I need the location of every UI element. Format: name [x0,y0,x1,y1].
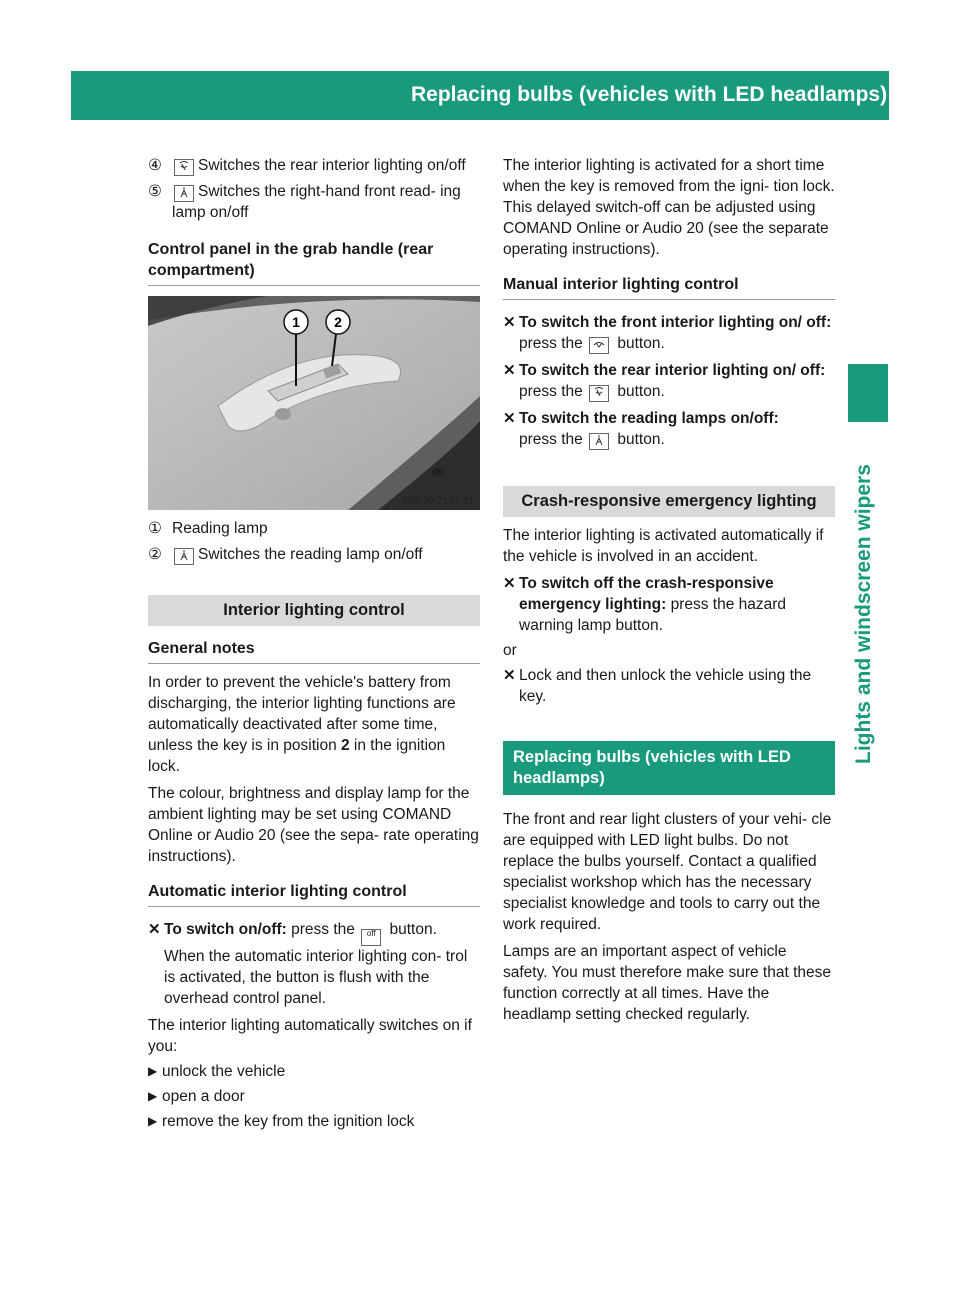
instruction-step: ✕ To switch the reading lamps on/off: press the button. [503,410,779,448]
item-text: Switches the rear interior lighting on/off [198,157,466,174]
figure-code: P68.00-7141-31 [402,496,474,507]
list-item [148,155,480,176]
auto-lighting-key-icon: off [361,929,381,946]
reading-lamp-icon [589,433,609,450]
item-number: ② [148,546,162,563]
paragraph: The interior lighting automatically switches on if you: [148,1017,472,1055]
bullet-icon: ▶ [148,1089,158,1103]
paragraph: Lamps are an important aspect of vehicle safety. You must therefore make sure that these function correctly at all times. Have the headlamp setting checked regularly. [503,943,831,1023]
paragraph: In order to prevent the vehicle's battery from discharging, the interior lighting functions are automatically deactivated after some time, unless the key is in position 2 in the ignition lock. [148,674,456,775]
item-text: Reading lamp [172,520,268,537]
instruction-step: ✕ Lock and then unlock the vehicle using the key. [503,667,812,705]
step-marker-icon: ✕ [503,575,516,592]
section-banner: Replacing bulbs (vehicles with LED headlamps) [503,741,835,795]
section-heading: Control panel in the grab handle (rear compartment) [148,239,480,286]
chapter-tab [848,364,888,422]
list-item: ▶ unlock the vehicle [148,1063,286,1080]
instruction-step: ✕ To switch on/off: press the off button. When the automatic interior lighting con- trol is activated, the button is flush with the overhead control panel. [148,921,468,1007]
list-item [148,181,480,223]
paragraph: or [503,642,517,659]
reading-lamp-icon [174,548,194,565]
list-item: ▶ remove the key from the ignition lock [148,1113,415,1130]
bullet-icon: ▶ [148,1114,158,1128]
instruction-step: ✕ To switch the rear interior lighting on/ off: press the button. [503,362,826,400]
header-separator [900,71,902,120]
page-number: 141 [915,83,951,106]
callout-2: 2 [334,314,342,330]
bullet-icon: ▶ [148,1064,158,1078]
callout-1: 1 [292,314,300,330]
section-heading: Automatic interior lighting control [148,881,480,907]
item-number: ⑤ [148,183,162,200]
instruction-step: ✕ To switch the front interior lighting on/ off: press the button. [503,314,832,352]
paragraph: The colour, brightness and display lamp for the ambient lighting may be set using COMAND Online or Audio 20 (see the sepa- rate operating instructions). [148,785,479,865]
step-marker-icon: ✕ [503,667,516,684]
grab-handle-photo [148,296,480,510]
section-heading: Manual interior lighting control [503,274,835,300]
step-marker-icon: ✕ [503,362,516,379]
step-marker-icon: ✕ [503,410,516,427]
section-banner: Interior lighting control [148,595,480,626]
list-item: ▶ open a door [148,1088,245,1105]
section-banner: Crash-responsive emergency lighting [503,486,835,517]
rear-lighting-icon [589,385,609,402]
right-column [503,155,835,1025]
section-heading: General notes [148,638,480,664]
step-marker-icon: ✕ [503,314,516,331]
page-header [71,71,951,120]
chapter-title: Lights and windscreen wipers [852,464,875,764]
item-number: ④ [148,157,162,174]
list-item [148,544,480,565]
header-title: Replacing bulbs (vehicles with LED headlamps) [411,83,888,106]
left-column [148,155,480,1132]
paragraph: The front and rear light clusters of your vehi- cle are equipped with LED light bulbs. Do not replace the bulbs yourself. Contact a qualified specialist workshop which has the necessary specialist knowledge and tools to carry out the work required. [503,811,832,933]
item-number: ① [148,520,162,537]
item-text: Switches the reading lamp on/off [198,546,423,563]
paragraph: The interior lighting is activated for a short time when the key is removed from the igni- tion lock. This delayed switch-off can be adjusted using COMAND Online or Audio 20 (see the separate operating instructions). [503,157,835,258]
instruction-step: ✕ To switch off the crash-responsive emergency lighting: press the hazard warning lamp button. [503,575,787,634]
reading-lamp-icon [174,185,194,202]
item-text: Switches the right-hand front read- ing lamp on/off [172,183,461,221]
list-item [148,518,480,539]
rear-lighting-icon [174,159,194,176]
paragraph: The interior lighting is activated automatically if the vehicle is involved in an accident. [503,527,824,565]
front-lighting-icon [589,337,609,354]
step-marker-icon: ✕ [148,921,161,938]
